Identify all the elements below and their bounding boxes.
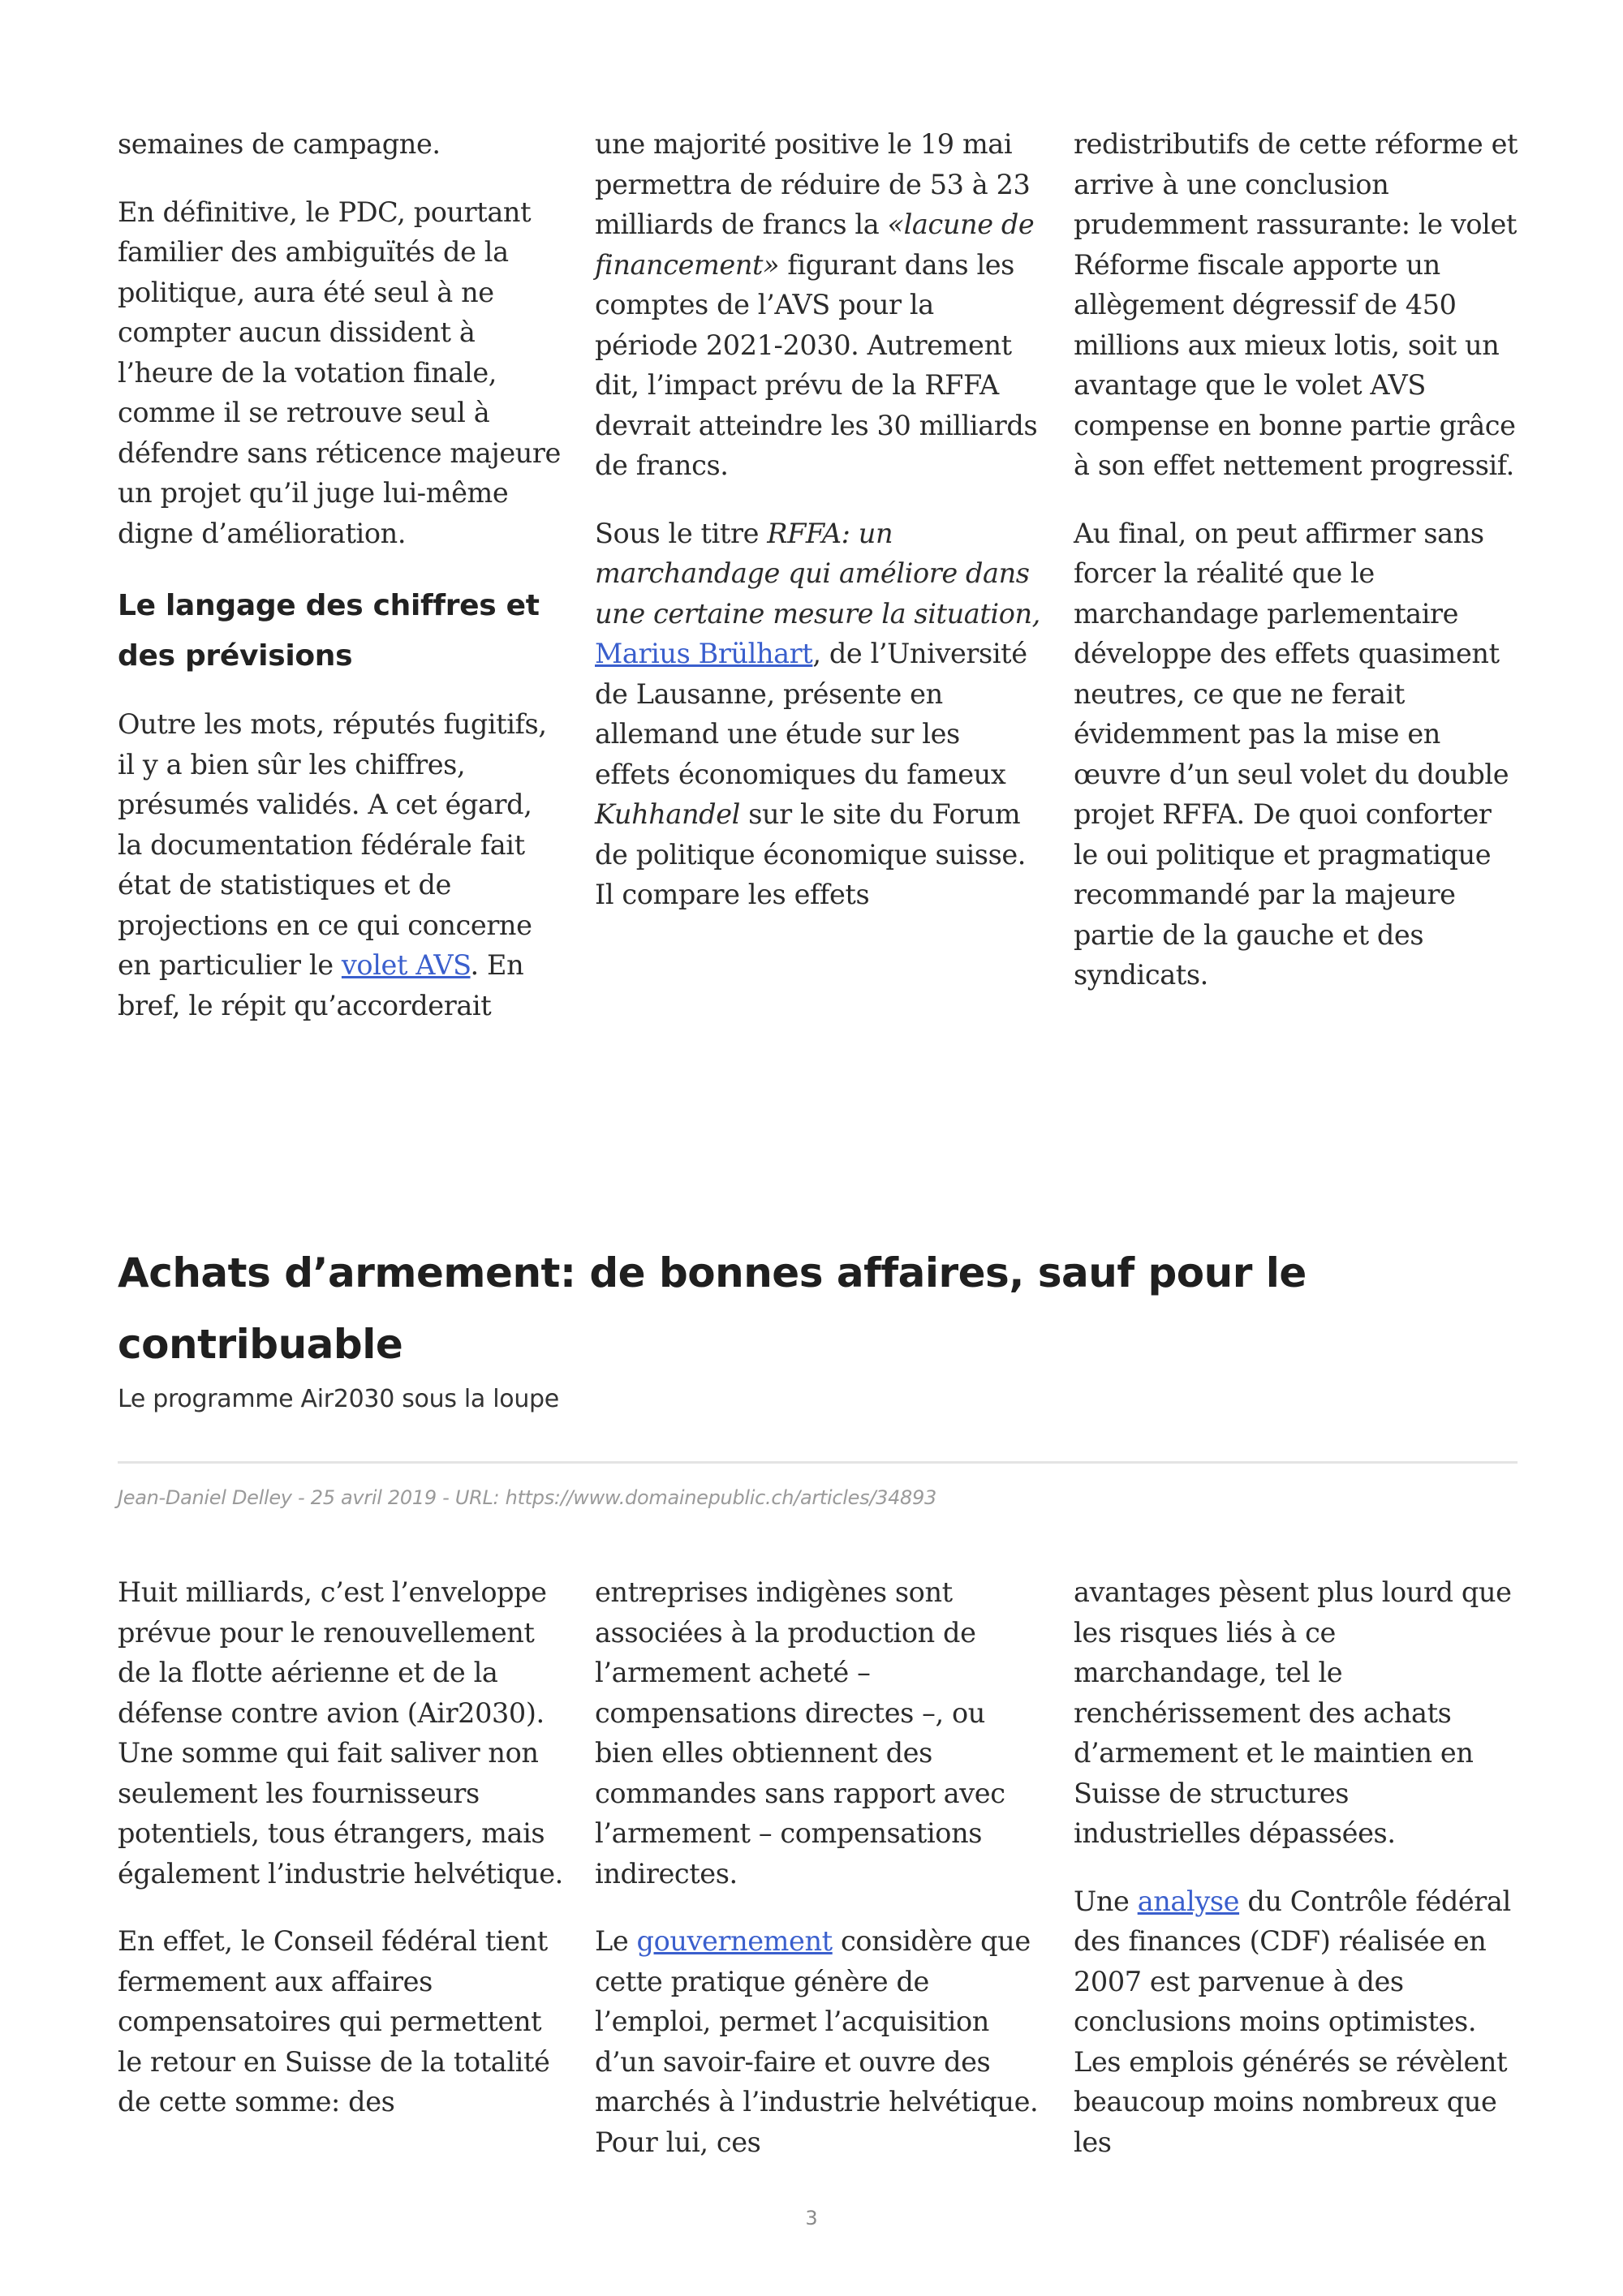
- text: sur le site du Forum de politique économique suisse. Il compare les effets: [595, 798, 1027, 910]
- paragraph: [595, 124, 1041, 486]
- analyse-link[interactable]: analyse: [1137, 1885, 1240, 1917]
- section-subheading: [118, 581, 564, 681]
- prev-article-column-2: [595, 124, 1041, 915]
- article-subtitle: Le programme Air2030 sous la loupe: [118, 1385, 559, 1413]
- paragraph: En définitive, le PDC, pourtant familier des ambiguïtés de la politique, aura été seul à ne compter aucun dissident à l’heure de la votation finale, comme il se retrouve seul à défendre sans réticence majeure un projet qu’il juge lui-même digne d’amélioration.: [118, 196, 561, 549]
- paragraph: [595, 514, 1041, 915]
- paragraph: [595, 1921, 1041, 2162]
- page-number: 3: [805, 2207, 818, 2229]
- prev-article-column-3: [1074, 124, 1520, 995]
- paragraph: [1074, 1881, 1520, 2163]
- text: du Contrôle fédéral des finances (CDF) réalisée en 2007 est parvenue à des conclusions moins optimistes. Les emplois générés se révèlent beaucoup moins nombreux que les: [1074, 1885, 1511, 2158]
- divider: [118, 1461, 1518, 1464]
- text: , de l’Université de Lausanne, présente en allemand une étude sur les effets économiques du fameux: [595, 638, 1027, 790]
- paragraph: En effet, le Conseil fédéral tient fermement aux affaires compensatoires qui permettent le retour en Suisse de la totalité de cette somme: des: [118, 1925, 550, 2118]
- paragraph: Au final, on peut affirmer sans forcer la réalité que le marchandage parlementaire développe des effets quasiment neutres, ce que ne ferait évidemment pas la mise en œuvre d’un seul volet du double projet RFFA. De quoi conforter le oui politique et pragmatique recommandé par la majeure partie de la gauche et des syndicats.: [1074, 517, 1509, 991]
- article-title: [118, 1237, 1513, 1380]
- subheading-line: Le langage des chiffres et: [118, 589, 540, 622]
- text: Le: [595, 1925, 637, 1957]
- paragraph: redistributifs de cette réforme et arrive à une conclusion prudemment rassurante: le volet Réforme fiscale apporte un allègement dégressif de 450 millions aux mieux lotis, soit un avantage que le volet AVS compense en bonne partie grâce à son effet nettement progressif.: [1074, 128, 1518, 481]
- title-line: contribuable: [118, 1321, 403, 1368]
- article-column-1: [118, 1572, 564, 2122]
- paragraph: Huit milliards, c’est l’enveloppe prévue pour le renouvellement de la flotte aérienne et de la défense contre avion (Air2030). Une somme qui fait saliver non seulement les fournisseurs potentiels, tous étrangers, mais également l’industrie helvétique.: [118, 1576, 563, 1890]
- paragraph: avantages pèsent plus lourd que les risques liés à ce marchandage, tel le renchérissement des achats d’armement et le maintien en Suisse de structures industrielles dépassées.: [1074, 1576, 1512, 1849]
- text: Sous le titre: [595, 517, 768, 549]
- article-column-3: [1074, 1572, 1520, 2162]
- text: . En bref, le répit qu’accorderait: [118, 949, 524, 1021]
- text: figurant dans les comptes de l’AVS pour la période 2021-2030. Autrement dit, l’impact prévu de la RFFA devrait atteindre les 30 milliards de francs.: [595, 248, 1038, 481]
- article-byline: Jean-Daniel Delley - 25 avril 2019 - URL: https://www.domainepublic.ch/articles/34893: [118, 1486, 936, 1509]
- marius-brulhart-link[interactable]: Marius Brülhart: [595, 638, 813, 669]
- text: Une: [1074, 1885, 1138, 1917]
- italic-text: RFFA: un marchandage qui améliore dans une certaine mesure la situation,: [595, 517, 1040, 630]
- text: considère que cette pratique génère de l’emploi, permet l’acquisition d’un savoir-faire et ouvre des marchés à l’industrie helvétique. Pour lui, ces: [595, 1925, 1039, 2158]
- paragraph: semaines de campagne.: [118, 128, 441, 160]
- italic-text: «lacune de financement»: [595, 209, 1035, 281]
- volet-avs-link[interactable]: volet AVS: [341, 949, 471, 981]
- gouvernement-link[interactable]: gouvernement: [636, 1925, 833, 1957]
- paragraph: [118, 704, 564, 1025]
- subheading-line: des prévisions: [118, 639, 353, 673]
- italic-text: Kuhhandel: [595, 798, 740, 830]
- prev-article-column-1: [118, 124, 564, 1025]
- paragraph: entreprises indigènes sont associées à la production de l’armement acheté – compensations directes –, ou bien elles obtiennent des commandes sans rapport avec l’armement – compensations indirectes.: [595, 1576, 1005, 1890]
- text: Outre les mots, réputés fugitifs, il y a bien sûr les chiffres, présumés validés. A cet égard, la documentation fédérale fait état de statistiques et de projections en ce qui concerne en particulier le: [118, 708, 547, 981]
- title-line: Achats d’armement: de bonnes affaires, sauf pour le: [118, 1249, 1307, 1296]
- article-column-2: [595, 1572, 1041, 2162]
- text: une majorité positive le 19 mai permettra de réduire de 53 à 23 milliards de francs la: [595, 128, 1031, 240]
